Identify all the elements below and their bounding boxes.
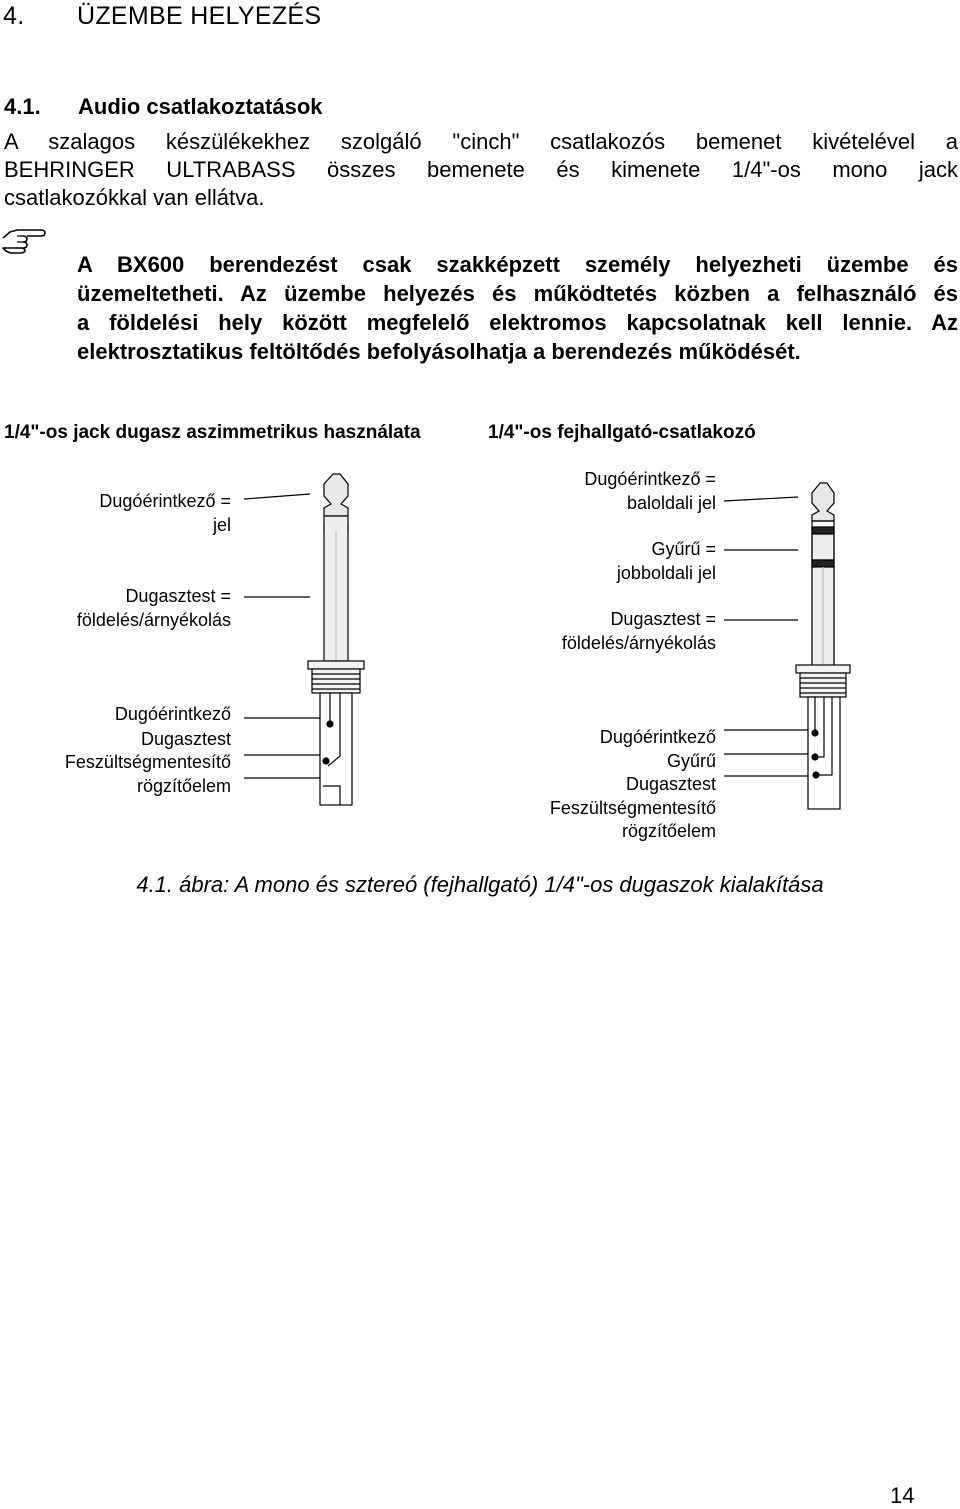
mono-sleeve-label xyxy=(77,585,231,632)
label-line: rögzítőelem xyxy=(621,821,716,841)
pointing-hand-icon xyxy=(1,224,47,254)
label-line: földelés/árnyékolás xyxy=(76,609,231,630)
note-line: a földelési hely között megfelelő elektromos kapcsolatnak kell lennie. Az xyxy=(77,310,958,335)
label-line: Dugasztest = xyxy=(610,609,716,629)
stereo-jack-plug-diagram xyxy=(720,475,870,825)
stereo-sleeve-label xyxy=(562,608,716,655)
mono-plug-title: 1/4"-os jack dugasz aszimmetrikus használata xyxy=(4,422,421,443)
label-line: Dugasztest = xyxy=(125,586,231,606)
safety-note xyxy=(77,250,958,366)
section-title: ÜZEMBE HELYEZÉS xyxy=(77,2,322,30)
stereo-tip-label xyxy=(584,468,716,515)
stereo-terminal-labels xyxy=(550,726,716,844)
label-line: Gyűrű = xyxy=(651,539,716,559)
stereo-ring-label xyxy=(617,538,716,585)
label-line: földelés/árnyékolás xyxy=(561,632,716,653)
subsection-number: 4.1. xyxy=(4,94,41,119)
note-line: A BX600 berendezést csak szakképzett személy helyezheti üzembe és xyxy=(77,252,958,277)
label-line: rögzítőelem xyxy=(136,775,231,796)
mono-jack-plug-diagram xyxy=(240,466,400,816)
subsection-title: Audio csatlakoztatások xyxy=(78,94,323,119)
label-line: Feszültségmentesítő xyxy=(549,797,716,818)
subsection-heading xyxy=(4,94,323,120)
section-heading xyxy=(3,2,321,31)
label-line: jobboldali jel xyxy=(616,562,716,583)
figure-caption: 4.1. ábra: A mono és sztereó (fejhallgató) 1/4"-os dugaszok kialakítása xyxy=(136,872,824,897)
label-line: Dugóérintkező = xyxy=(584,469,716,489)
mono-terminal-labels xyxy=(65,703,231,798)
label-line: Dugóérintkező = xyxy=(99,491,231,511)
intro-line: csatlakozókkal van ellátva. xyxy=(4,185,265,210)
intro-line: BEHRINGER ULTRABASS összes bemenete és kimenete 1/4"-os mono jack xyxy=(4,157,958,182)
intro-paragraph xyxy=(4,128,958,212)
label-line: Dugasztest xyxy=(625,774,716,794)
stereo-plug-title: 1/4"-os fejhallgató-csatlakozó xyxy=(488,422,756,443)
label-line: Feszültségmentesítő xyxy=(64,752,231,772)
note-line: üzemeltetheti. Az üzembe helyezés és működtetés közben a felhasználó és xyxy=(77,281,958,306)
note-line: elektrosztatikus feltöltődés befolyásolhatja a berendezés működését. xyxy=(77,339,801,364)
mono-tip-label xyxy=(99,490,231,537)
label-line: Gyűrű xyxy=(666,750,716,771)
page-number: 14 xyxy=(890,1483,915,1508)
section-number: 4. xyxy=(3,2,25,30)
label-line: Dugóérintkező xyxy=(599,727,716,747)
label-line: Dugóérintkező xyxy=(114,704,231,724)
intro-line: A szalagos készülékekhez szolgáló "cinch" csatlakozós bemenet kivételével a xyxy=(4,129,958,154)
label-line: Dugasztest xyxy=(140,728,231,749)
label-line: baloldali jel xyxy=(626,492,716,513)
label-line: jel xyxy=(212,514,231,535)
